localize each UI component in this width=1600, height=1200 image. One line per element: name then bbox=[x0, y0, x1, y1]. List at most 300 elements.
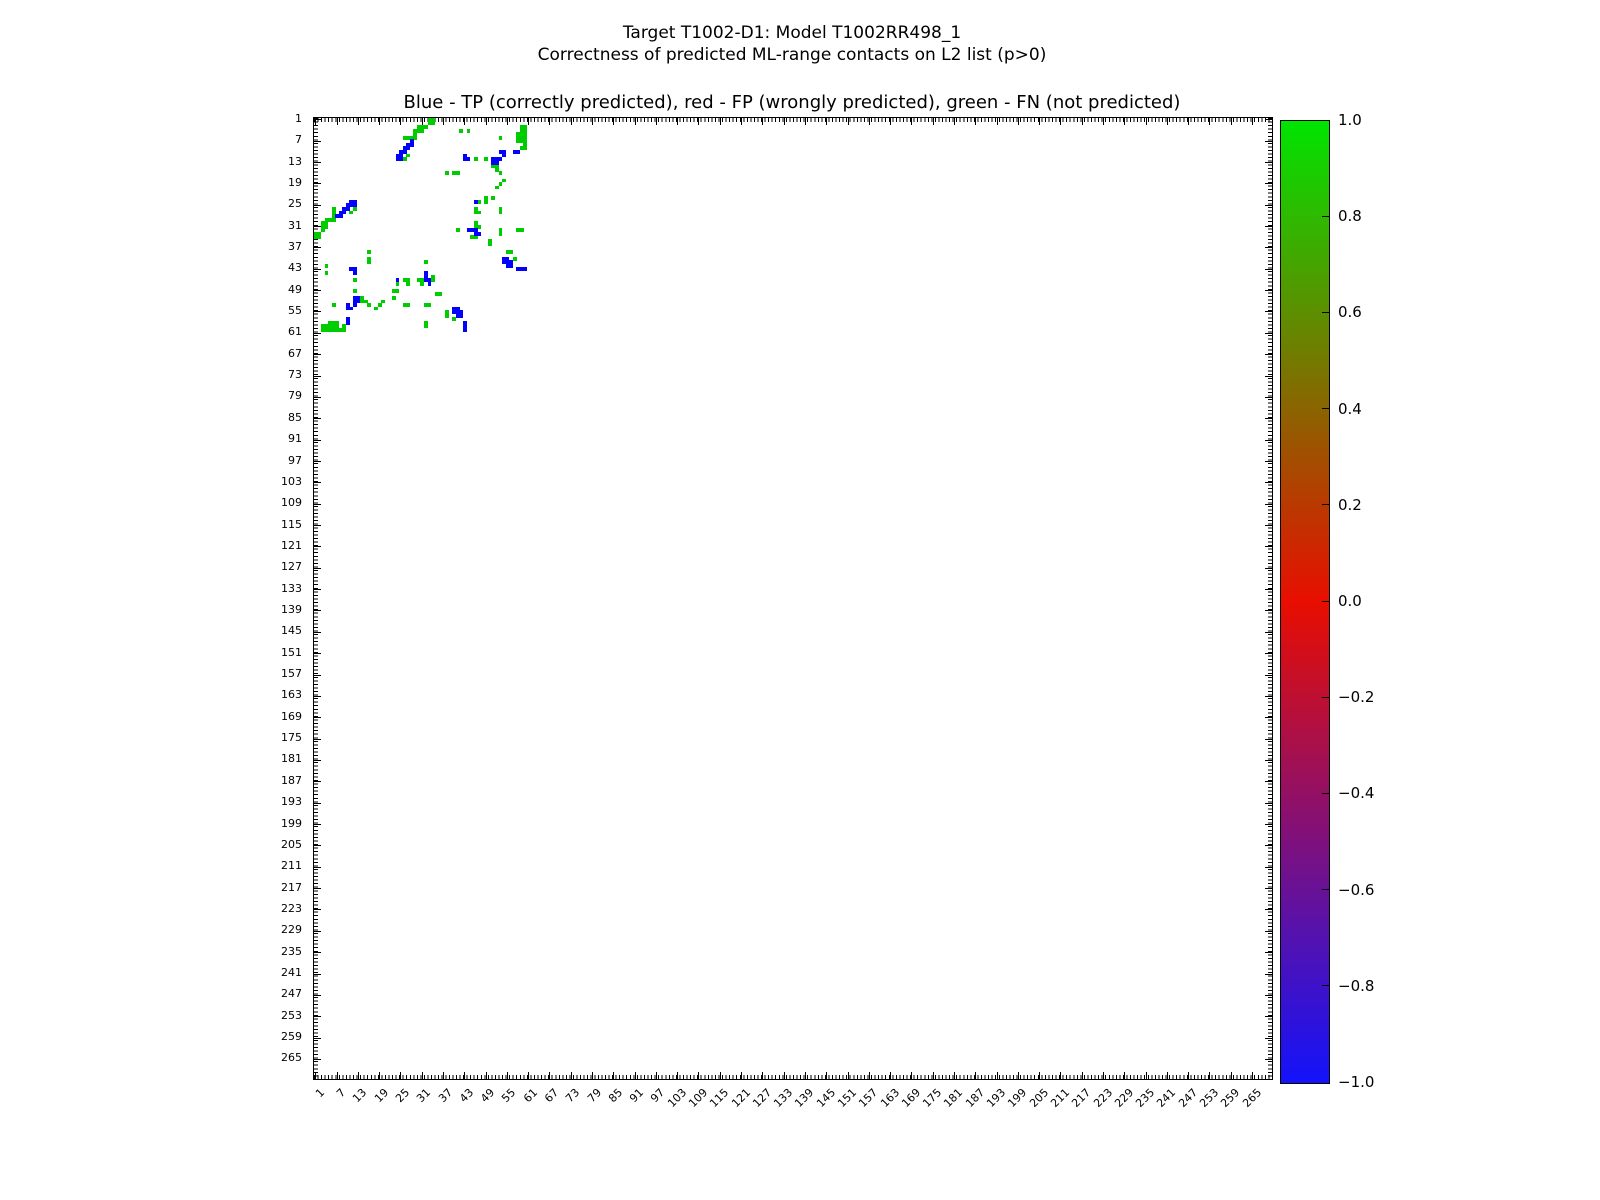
bottom-axis-major-tick bbox=[911, 1072, 912, 1079]
x-tick-label: 97 bbox=[648, 1086, 668, 1106]
y-tick-label: 7 bbox=[295, 133, 302, 147]
x-tick-label: 13 bbox=[350, 1086, 370, 1106]
y-tick-label: 265 bbox=[281, 1051, 302, 1065]
x-tick-label: 73 bbox=[563, 1086, 583, 1106]
fn-green-cell bbox=[499, 136, 503, 140]
y-tick-label: 223 bbox=[281, 901, 302, 915]
fn-green-cell bbox=[367, 250, 371, 254]
x-tick-label: 1 bbox=[312, 1086, 327, 1101]
y-tick-label: 91 bbox=[288, 432, 302, 446]
top-axis-major-tick bbox=[805, 118, 806, 125]
x-tick-label: 49 bbox=[478, 1086, 498, 1106]
left-axis-major-tick bbox=[314, 845, 321, 846]
tp-blue-cell bbox=[353, 303, 357, 307]
bottom-axis-major-tick bbox=[358, 1072, 359, 1079]
fn-green-cell bbox=[431, 122, 435, 126]
fn-green-cell bbox=[396, 289, 400, 293]
x-tick-label: 157 bbox=[856, 1086, 881, 1111]
bottom-axis-major-tick bbox=[464, 1072, 465, 1079]
top-axis-major-tick bbox=[869, 118, 870, 125]
tp-blue-cell bbox=[410, 143, 414, 147]
contact-map-plot-area bbox=[313, 117, 1273, 1080]
y-tick-label: 103 bbox=[281, 474, 302, 488]
right-axis-major-tick bbox=[1265, 696, 1272, 697]
right-axis-major-tick bbox=[1265, 546, 1272, 547]
colorbar-tick bbox=[1322, 216, 1329, 217]
colorbar-tick bbox=[1322, 697, 1329, 698]
bottom-axis-major-tick bbox=[1124, 1072, 1125, 1079]
x-tick-label: 235 bbox=[1133, 1086, 1158, 1111]
fn-green-cell bbox=[424, 125, 428, 129]
right-axis-major-tick bbox=[1265, 247, 1272, 248]
left-axis-major-tick bbox=[314, 333, 321, 334]
fn-green-cell bbox=[459, 129, 463, 133]
x-tick-label: 205 bbox=[1026, 1086, 1051, 1111]
colorbar-tick-label: 0.0 bbox=[1338, 592, 1362, 610]
fn-green-cell bbox=[325, 225, 329, 229]
top-axis-major-tick bbox=[997, 118, 998, 125]
bottom-axis-major-tick bbox=[443, 1072, 444, 1079]
bottom-axis-major-tick bbox=[1103, 1072, 1104, 1079]
x-tick-label: 25 bbox=[392, 1086, 413, 1106]
top-axis-major-tick bbox=[975, 118, 976, 125]
top-axis-major-tick bbox=[1167, 118, 1168, 125]
x-tick-label: 127 bbox=[749, 1086, 774, 1111]
colorbar-tick bbox=[1322, 601, 1329, 602]
fn-green-cell bbox=[406, 154, 410, 158]
x-tick-label: 55 bbox=[499, 1086, 519, 1106]
fn-green-cell bbox=[353, 207, 357, 211]
top-axis-major-tick bbox=[528, 118, 529, 125]
y-tick-label: 121 bbox=[281, 538, 302, 552]
top-axis-major-tick bbox=[890, 118, 891, 125]
y-tick-label: 19 bbox=[288, 175, 302, 189]
fn-green-cell bbox=[523, 146, 527, 150]
x-tick-label: 43 bbox=[456, 1086, 476, 1106]
x-tick-label: 259 bbox=[1218, 1086, 1243, 1111]
fn-green-cell bbox=[325, 271, 329, 275]
right-axis-major-tick bbox=[1265, 1016, 1272, 1017]
fn-green-cell bbox=[467, 129, 471, 133]
y-tick-label: 31 bbox=[288, 218, 302, 232]
top-axis-major-tick bbox=[1103, 118, 1104, 125]
fn-green-cell bbox=[452, 317, 456, 321]
right-axis-major-tick bbox=[1265, 995, 1272, 996]
left-axis-major-tick bbox=[314, 867, 321, 868]
fn-green-cell bbox=[509, 250, 513, 254]
x-tick-label: 163 bbox=[877, 1086, 902, 1111]
left-axis-major-tick bbox=[314, 909, 321, 910]
right-axis-major-tick bbox=[1265, 867, 1272, 868]
bottom-axis-major-tick bbox=[422, 1072, 423, 1079]
bottom-axis-major-tick bbox=[486, 1072, 487, 1079]
bottom-axis-major-tick bbox=[933, 1072, 934, 1079]
left-axis-major-tick bbox=[314, 269, 321, 270]
fn-green-cell bbox=[445, 314, 449, 318]
fn-green-cell bbox=[477, 211, 481, 215]
left-axis-major-tick bbox=[314, 525, 321, 526]
x-tick-label: 115 bbox=[707, 1086, 732, 1111]
top-axis-major-tick bbox=[1060, 118, 1061, 125]
tp-blue-cell bbox=[353, 271, 357, 275]
y-tick-label: 235 bbox=[281, 944, 302, 958]
right-axis-major-tick bbox=[1265, 162, 1272, 163]
tp-blue-cell bbox=[339, 214, 343, 218]
fn-green-cell bbox=[488, 243, 492, 247]
tp-blue-cell bbox=[357, 300, 361, 304]
fn-green-cell bbox=[413, 136, 417, 140]
fn-green-cell bbox=[499, 211, 503, 215]
top-axis-major-tick bbox=[1209, 118, 1210, 125]
left-axis-major-tick bbox=[314, 717, 321, 718]
left-axis-major-tick bbox=[314, 675, 321, 676]
right-axis-major-tick bbox=[1265, 824, 1272, 825]
fn-green-cell bbox=[477, 200, 481, 204]
right-axis-major-tick bbox=[1265, 119, 1272, 120]
x-tick-label: 253 bbox=[1197, 1086, 1222, 1111]
y-tick-label: 37 bbox=[288, 239, 302, 253]
left-axis-major-tick bbox=[314, 995, 321, 996]
tp-blue-cell bbox=[523, 267, 527, 271]
y-tick-label: 49 bbox=[288, 282, 302, 296]
bottom-axis-major-tick bbox=[741, 1072, 742, 1079]
bottom-axis-major-tick bbox=[528, 1072, 529, 1079]
figure-title bbox=[313, 22, 1271, 66]
tp-blue-cell bbox=[406, 146, 410, 150]
y-tick-label: 193 bbox=[281, 795, 302, 809]
bottom-axis-major-tick bbox=[337, 1072, 338, 1079]
right-axis-major-tick bbox=[1265, 525, 1272, 526]
tp-blue-cell bbox=[477, 232, 481, 236]
y-tick-label: 175 bbox=[281, 731, 302, 745]
fn-green-cell bbox=[367, 303, 371, 307]
top-axis-major-tick bbox=[358, 118, 359, 125]
bottom-axis-major-tick bbox=[549, 1072, 550, 1079]
top-axis-major-tick bbox=[784, 118, 785, 125]
colorbar-tick bbox=[1322, 312, 1329, 313]
bottom-axis-major-tick bbox=[784, 1072, 785, 1079]
y-tick-label: 109 bbox=[281, 496, 302, 510]
bottom-axis-major-tick bbox=[848, 1072, 849, 1079]
right-axis-major-tick bbox=[1265, 440, 1272, 441]
left-axis-major-tick bbox=[314, 546, 321, 547]
top-axis-major-tick bbox=[592, 118, 593, 125]
right-axis-major-tick bbox=[1265, 226, 1272, 227]
tp-blue-cell bbox=[516, 150, 520, 154]
bottom-axis-major-tick bbox=[635, 1072, 636, 1079]
top-axis-major-tick bbox=[507, 118, 508, 125]
x-tick-label: 247 bbox=[1175, 1086, 1200, 1111]
right-axis-major-tick bbox=[1265, 141, 1272, 142]
fn-green-cell bbox=[474, 157, 478, 161]
y-tick-label: 163 bbox=[281, 688, 302, 702]
axes-title: Blue - TP (correctly predicted), red - FP (wrongly predicted), green - FN (not predicted) bbox=[403, 92, 1181, 113]
left-axis-major-tick bbox=[314, 781, 321, 782]
fn-green-cell bbox=[406, 282, 410, 286]
top-axis-major-tick bbox=[337, 118, 338, 125]
x-tick-label: 121 bbox=[728, 1086, 753, 1111]
tp-blue-cell bbox=[396, 278, 400, 282]
left-axis-major-tick bbox=[314, 397, 321, 398]
y-tick-label: 127 bbox=[281, 560, 302, 574]
left-axis-major-tick bbox=[314, 952, 321, 953]
top-axis-major-tick bbox=[379, 118, 380, 125]
left-axis-major-tick bbox=[314, 610, 321, 611]
x-tick-label: 91 bbox=[627, 1086, 647, 1106]
fn-green-cell bbox=[424, 324, 428, 328]
right-axis-major-tick bbox=[1265, 781, 1272, 782]
right-axis-major-tick bbox=[1265, 568, 1272, 569]
x-tick-label: 79 bbox=[584, 1086, 604, 1106]
right-axis-major-tick bbox=[1265, 205, 1272, 206]
colorbar-tick bbox=[1322, 408, 1329, 409]
x-tick-label: 103 bbox=[664, 1086, 689, 1111]
top-axis-major-tick bbox=[1188, 118, 1189, 125]
bottom-axis-major-tick bbox=[762, 1072, 763, 1079]
bottom-axis-major-tick bbox=[1188, 1072, 1189, 1079]
bottom-axis-major-tick bbox=[1209, 1072, 1210, 1079]
fn-green-cell bbox=[374, 307, 378, 311]
right-axis-major-tick bbox=[1265, 504, 1272, 505]
fn-green-cell bbox=[342, 328, 346, 332]
y-tick-label: 253 bbox=[281, 1008, 302, 1022]
x-tick-label: 187 bbox=[962, 1086, 987, 1111]
left-axis-minor-ticks bbox=[314, 118, 318, 1079]
x-tick-label: 145 bbox=[813, 1086, 838, 1111]
bottom-axis-major-tick bbox=[997, 1072, 998, 1079]
top-axis-major-tick bbox=[741, 118, 742, 125]
bottom-axis-major-tick bbox=[698, 1072, 699, 1079]
left-axis-major-tick bbox=[314, 183, 321, 184]
top-axis-major-tick bbox=[549, 118, 550, 125]
bottom-axis-major-tick bbox=[954, 1072, 955, 1079]
right-axis-major-tick bbox=[1265, 760, 1272, 761]
x-tick-label: 241 bbox=[1154, 1086, 1179, 1111]
tp-blue-cell bbox=[428, 282, 432, 286]
y-tick-label: 97 bbox=[288, 453, 302, 467]
fn-green-cell bbox=[431, 278, 435, 282]
fn-green-cell bbox=[367, 260, 371, 264]
left-axis-major-tick bbox=[314, 162, 321, 163]
x-tick-label: 199 bbox=[1005, 1086, 1030, 1111]
left-axis-major-tick bbox=[314, 290, 321, 291]
y-tick-label: 85 bbox=[288, 410, 302, 424]
colorbar-tick-label: 0.6 bbox=[1338, 303, 1362, 322]
bottom-axis-major-tick bbox=[975, 1072, 976, 1079]
fn-green-cell bbox=[406, 303, 410, 307]
tp-blue-cell bbox=[346, 207, 350, 211]
fn-green-cell bbox=[484, 157, 488, 161]
top-axis-major-tick bbox=[762, 118, 763, 125]
tp-blue-cell bbox=[502, 154, 506, 158]
bottom-axis-major-tick bbox=[1252, 1072, 1253, 1079]
y-tick-label: 73 bbox=[288, 368, 302, 381]
y-tick-label: 151 bbox=[281, 645, 302, 659]
fn-green-cell bbox=[499, 232, 503, 236]
left-axis-major-tick bbox=[314, 482, 321, 483]
right-axis-major-tick bbox=[1265, 183, 1272, 184]
y-tick-label: 211 bbox=[281, 859, 302, 873]
x-tick-label: 223 bbox=[1090, 1086, 1115, 1111]
fn-green-cell bbox=[325, 264, 329, 268]
y-tick-label: 199 bbox=[281, 816, 302, 830]
x-tick-label: 217 bbox=[1069, 1086, 1094, 1111]
fn-green-cell bbox=[499, 171, 503, 175]
tp-blue-cell bbox=[353, 203, 357, 207]
bottom-axis-major-tick bbox=[1167, 1072, 1168, 1079]
bottom-axis-major-tick bbox=[677, 1072, 678, 1079]
left-axis-major-tick bbox=[314, 311, 321, 312]
fn-green-cell bbox=[353, 289, 357, 293]
right-axis-major-tick bbox=[1265, 632, 1272, 633]
y-tick-label: 145 bbox=[281, 624, 302, 638]
right-axis-minor-ticks bbox=[1268, 118, 1272, 1079]
fn-green-cell bbox=[396, 282, 400, 286]
left-axis-major-tick bbox=[314, 803, 321, 804]
bottom-axis-major-tick bbox=[1231, 1072, 1232, 1079]
y-tick-label: 133 bbox=[281, 581, 302, 595]
bottom-axis-major-tick bbox=[1082, 1072, 1083, 1079]
right-axis-major-tick bbox=[1265, 717, 1272, 718]
left-axis-major-tick bbox=[314, 632, 321, 633]
fn-green-cell bbox=[484, 200, 488, 204]
colorbar-tick bbox=[1322, 793, 1329, 794]
top-axis-major-tick bbox=[1231, 118, 1232, 125]
y-tick-label: 79 bbox=[288, 389, 302, 403]
left-axis-major-tick bbox=[314, 440, 321, 441]
right-axis-major-tick bbox=[1265, 739, 1272, 740]
top-axis-major-tick bbox=[443, 118, 444, 125]
top-axis-major-tick bbox=[933, 118, 934, 125]
fn-green-cell bbox=[474, 235, 478, 239]
y-tick-label: 217 bbox=[281, 880, 302, 894]
top-axis-major-tick bbox=[698, 118, 699, 125]
left-axis-major-tick bbox=[314, 589, 321, 590]
y-tick-label: 115 bbox=[281, 517, 302, 531]
fn-green-cell bbox=[499, 182, 503, 186]
fn-green-cell bbox=[495, 186, 499, 190]
left-axis-major-tick bbox=[314, 504, 321, 505]
top-axis-major-tick bbox=[613, 118, 614, 125]
x-tick-label: 151 bbox=[835, 1086, 860, 1111]
left-axis-major-tick bbox=[314, 141, 321, 142]
x-tick-label: 169 bbox=[899, 1086, 924, 1111]
bottom-axis-major-tick bbox=[613, 1072, 614, 1079]
colorbar-tick-label: −1.0 bbox=[1338, 1073, 1375, 1091]
x-tick-label: 61 bbox=[520, 1086, 540, 1106]
left-axis-major-tick bbox=[314, 760, 321, 761]
right-axis-major-tick bbox=[1265, 845, 1272, 846]
right-axis-major-tick bbox=[1265, 610, 1272, 611]
colorbar-tick bbox=[1322, 985, 1329, 986]
y-tick-label: 259 bbox=[281, 1030, 302, 1044]
x-tick-label: 265 bbox=[1239, 1086, 1264, 1111]
bottom-axis-major-tick bbox=[869, 1072, 870, 1079]
x-tick-label: 7 bbox=[334, 1086, 349, 1101]
left-axis-major-tick bbox=[314, 247, 321, 248]
right-axis-major-tick bbox=[1265, 482, 1272, 483]
x-tick-label: 229 bbox=[1111, 1086, 1136, 1111]
tp-blue-cell bbox=[474, 200, 478, 204]
y-tick-label: 61 bbox=[288, 325, 302, 339]
x-tick-label: 139 bbox=[792, 1086, 817, 1111]
left-axis-major-tick bbox=[314, 739, 321, 740]
top-axis-major-tick bbox=[486, 118, 487, 125]
left-axis-major-tick bbox=[314, 376, 321, 377]
top-axis-major-tick bbox=[677, 118, 678, 125]
fn-green-cell bbox=[445, 171, 449, 175]
right-axis-major-tick bbox=[1265, 974, 1272, 975]
x-tick-label: 109 bbox=[686, 1086, 711, 1111]
top-axis-major-tick bbox=[848, 118, 849, 125]
fn-green-cell bbox=[349, 211, 353, 215]
fn-green-cell bbox=[403, 157, 407, 161]
fn-green-cell bbox=[332, 218, 336, 222]
top-axis-major-tick bbox=[1252, 118, 1253, 125]
left-axis-major-tick bbox=[314, 888, 321, 889]
right-axis-major-tick bbox=[1265, 397, 1272, 398]
fn-green-cell bbox=[456, 171, 460, 175]
y-tick-label: 187 bbox=[281, 773, 302, 787]
left-axis-major-tick bbox=[314, 205, 321, 206]
colorbar-tick-label: 1.0 bbox=[1338, 111, 1362, 129]
fn-green-cell bbox=[428, 303, 432, 307]
bottom-axis-minor-ticks bbox=[314, 1075, 1272, 1079]
bottom-axis-major-tick bbox=[592, 1072, 593, 1079]
right-axis-major-tick bbox=[1265, 269, 1272, 270]
left-axis-major-tick bbox=[314, 653, 321, 654]
fn-green-cell bbox=[502, 179, 506, 183]
right-axis-major-tick bbox=[1265, 354, 1272, 355]
colorbar-tick-label: −0.8 bbox=[1338, 976, 1375, 995]
bottom-axis-major-tick bbox=[826, 1072, 827, 1079]
top-axis-major-tick bbox=[1018, 118, 1019, 125]
bottom-axis-major-tick bbox=[890, 1072, 891, 1079]
fn-green-cell bbox=[424, 260, 428, 264]
bottom-axis-major-tick bbox=[315, 1072, 316, 1079]
colorbar-tick-label: 0.4 bbox=[1338, 399, 1362, 418]
left-axis-major-tick bbox=[314, 461, 321, 462]
x-tick-label: 67 bbox=[542, 1086, 562, 1106]
bottom-axis-major-tick bbox=[1039, 1072, 1040, 1079]
right-axis-major-tick bbox=[1265, 589, 1272, 590]
y-tick-label: 139 bbox=[281, 603, 302, 616]
top-axis-major-tick bbox=[422, 118, 423, 125]
fn-green-cell bbox=[420, 129, 424, 133]
fn-green-cell bbox=[318, 235, 322, 239]
right-axis-major-tick bbox=[1265, 803, 1272, 804]
y-tick-label: 1 bbox=[295, 111, 302, 125]
top-axis-major-tick bbox=[1082, 118, 1083, 125]
y-tick-label: 157 bbox=[281, 667, 302, 680]
fn-green-cell bbox=[420, 282, 424, 286]
y-tick-label: 205 bbox=[281, 837, 302, 851]
tp-blue-cell bbox=[467, 157, 471, 161]
top-axis-major-tick bbox=[656, 118, 657, 125]
left-axis-major-tick bbox=[314, 696, 321, 697]
y-tick-label: 67 bbox=[288, 346, 302, 360]
right-axis-major-tick bbox=[1265, 461, 1272, 462]
tp-blue-cell bbox=[403, 150, 407, 154]
top-axis-major-tick bbox=[1124, 118, 1125, 125]
bottom-axis-major-tick bbox=[400, 1072, 401, 1079]
bottom-axis-major-tick bbox=[720, 1072, 721, 1079]
top-axis-minor-ticks bbox=[314, 118, 1272, 122]
y-tick-label: 169 bbox=[281, 709, 302, 723]
y-tick-label: 13 bbox=[288, 154, 302, 168]
figure-title-line1: Target T1002-D1: Model T1002RR498_1 bbox=[622, 23, 962, 43]
tp-blue-cell bbox=[346, 321, 350, 325]
